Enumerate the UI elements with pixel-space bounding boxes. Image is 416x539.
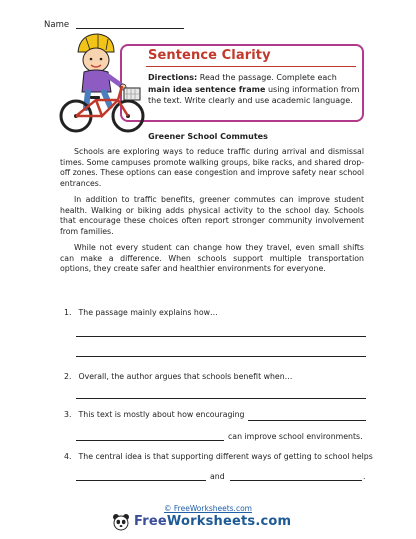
question-1 [64, 308, 218, 317]
brand-wordmark [134, 514, 291, 529]
answer-blank[interactable] [248, 420, 366, 421]
directions-text-1: Read the passage. Complete each [197, 73, 337, 82]
name-label: Name [44, 20, 70, 30]
brand-free: Free [134, 514, 167, 529]
question-4 [64, 452, 373, 461]
question-2 [64, 372, 292, 381]
question-3-continuation: can improve school environments. [228, 432, 363, 441]
question-text: The central idea is that supporting different ways of getting to school helps [78, 452, 373, 461]
question-text: This text is mostly about how encouraging [78, 410, 245, 419]
passage-paragraph: While not every student can change how they travel, even small shifts can make a difference. When schools support multiple transportation options, they create safer and healthier environments for everyone. [60, 243, 364, 273]
question-number: 2. [64, 372, 72, 381]
question-4-period: . [363, 472, 366, 481]
kid-on-bike-illustration [56, 30, 148, 134]
answer-blank[interactable] [76, 440, 224, 441]
title-rule [146, 66, 356, 67]
answer-line[interactable] [76, 336, 366, 337]
question-number: 4. [64, 452, 72, 461]
question-number: 3. [64, 410, 72, 419]
question-text: The passage mainly explains how… [78, 308, 218, 317]
passage-paragraph: Schools are exploring ways to reduce traffic during arrival and dismissal times. Some campuses promote walking groups, bike racks, and shared drop-off zones. These options can ease congestion and improve safety near school entrances. [60, 147, 364, 188]
worksheet-title: Sentence Clarity [148, 48, 271, 63]
directions-text-2: using information from the text. Write clearly and use academic language. [148, 84, 360, 105]
answer-line[interactable] [76, 356, 366, 357]
directions-label: Directions: [148, 73, 198, 82]
passage-title: Greener School Commutes [148, 132, 268, 141]
name-field[interactable] [76, 28, 184, 29]
brand-rest: Worksheets.com [166, 514, 292, 529]
name-row [44, 20, 184, 30]
answer-line[interactable] [76, 398, 366, 399]
directions [148, 72, 360, 107]
panda-logo-icon [112, 513, 130, 531]
question-3 [64, 410, 244, 419]
question-number: 1. [64, 308, 72, 317]
directions-bold: main idea sentence frame [148, 84, 266, 94]
answer-blank[interactable] [230, 480, 362, 481]
footer-link[interactable]: © FreeWorksheets.com [164, 504, 252, 513]
question-text: Overall, the author argues that schools benefit when… [78, 372, 293, 381]
answer-blank[interactable] [76, 480, 206, 481]
passage-paragraph: In addition to traffic benefits, greener commutes can improve student health. Walking or biking adds physical activity to the school day. Schools that encourage these choices often report stronger community involvement from families. [60, 195, 364, 236]
question-4-and: and [210, 472, 225, 481]
